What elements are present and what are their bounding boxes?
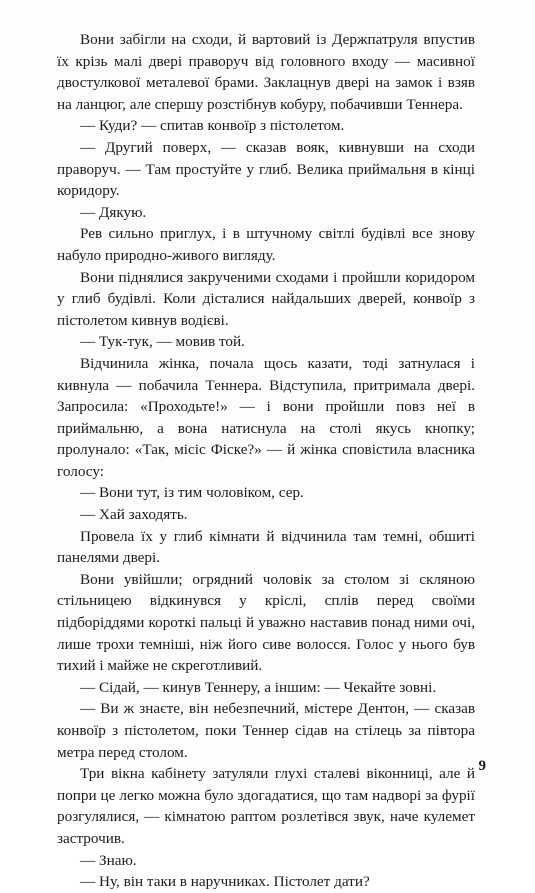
paragraph: — Ну, він таки в наручниках. Пістолет дати? (80, 873, 370, 891)
paragraph: — Знаю. (80, 851, 137, 869)
paragraph: Вони піднялися закрученими сходами і пройшли коридором у глиб будівлі. Коли дісталися найдальших дверей, конвоїр з пістолетом кивнув водієві. (57, 268, 475, 329)
paragraph: Вони увійшли; огрядний чоловік за столом зі скляною стільницею відкинувся у кріслі, сплів перед своїми підборіддями короткі пальці й уважно наставив понад ними очі, лише трохи темніші, ніж його сиве волосся. Голос у нього був тихий і майже не скреготливий. (57, 570, 475, 675)
paragraph: — Вони тут, із тим чоловіком, сер. (80, 484, 304, 502)
body-text (57, 29, 475, 893)
paragraph: — Ви ж знаєте, він небезпечний, містере Дентон, — сказав конвоїр з пістолетом, поки Теннер сідав на стілець за півтора метра перед столом. (57, 700, 475, 761)
paragraph: — Хай заходять. (80, 506, 188, 524)
paragraph: — Тук-тук, — мовив той. (80, 333, 245, 351)
paragraph: — Другий поверх, — сказав вояк, кивнувши на сходи праворуч. — Там простуйте у глиб. Велика приймальня в кінці коридору. (57, 138, 475, 200)
paragraph: Вони забігли на сходи, й вартовий із Держпатруля впустив їх крізь малі двері праворуч від головного входу — масивної двостулкової металевої брами. Заклацнув двері на замок і взяв на ланцюг, але спершу розстібнув кобуру, побачивши Теннера. (57, 31, 475, 113)
paragraph: Рев сильно приглух, і в штучному світлі будівлі все знову набуло природно-живого вигляду. (57, 225, 475, 264)
paragraph: — Куди? — спитав конвоїр з пістолетом. (80, 117, 345, 135)
paragraph: Провела їх у глиб кімнати й відчинила там темні, обшиті панелями двері. (57, 527, 475, 567)
page-number: 9 (478, 758, 486, 774)
paragraph: Відчинила жінка, почала щось казати, тоді затнулася і кивнула — побачила Теннера. Відступила, притримала двері. Запросила: «Проходьте!» — і вони пройшли повз неї в приймальню, а вона натиснула на столі якусь кнопку; пролунало: «Так, місіс Фіске?» — й жінка сповістила власника голосу: (57, 354, 475, 480)
paragraph: — Дякую. (80, 203, 147, 221)
paragraph: — Сідай, — кинув Теннеру, а іншим: — Чекайте зовні. (80, 678, 437, 696)
paragraph: Три вікна кабінету затуляли глухі сталеві віконниці, але й попри це легко можна було здогадатися, що там надворі за фурії розгулялися, — кімнатою раптом розлетівся звук, наче кулемет застрочив. (57, 765, 475, 847)
